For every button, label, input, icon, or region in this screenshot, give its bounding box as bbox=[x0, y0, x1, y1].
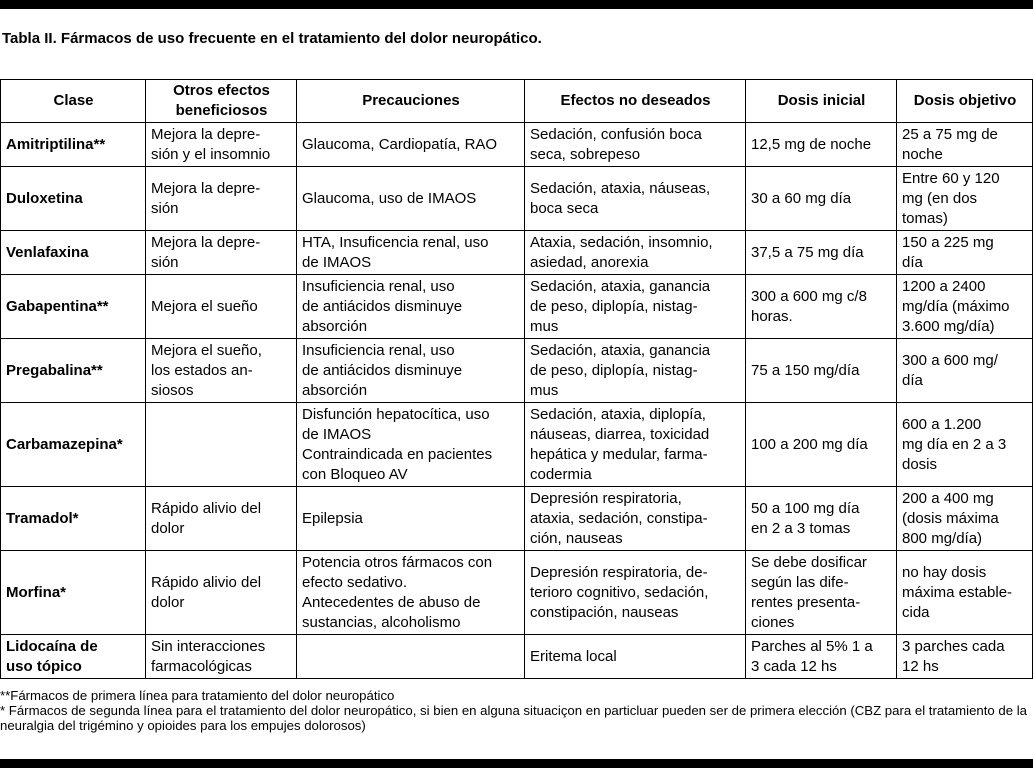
cell-clase: Amitriptilina** bbox=[1, 123, 146, 167]
cell-dosis-objetivo: 3 parches cada 12 hs bbox=[897, 635, 1033, 679]
table-row bbox=[1, 487, 1033, 551]
table-caption: Tabla II. Fármacos de uso frecuente en el tratamiento del dolor neuropático. bbox=[2, 30, 542, 47]
cell-efectos: Ataxia, sedación, insomnio, asiedad, anorexia bbox=[525, 231, 746, 275]
cell-efectos: Sedación, ataxia, diplopía, náuseas, diarrea, toxicidad hepática y medular, farma- codermia bbox=[525, 403, 746, 487]
cell-dosis-objetivo: 200 a 400 mg (dosis máxima 800 mg/día) bbox=[897, 487, 1033, 551]
cell-precauciones: Insuficiencia renal, uso de antiácidos disminuye absorción bbox=[297, 339, 525, 403]
cell-otros: Mejora la depre- sión y el insomnio bbox=[146, 123, 297, 167]
cell-dosis-objetivo: no hay dosis máxima estable- cida bbox=[897, 551, 1033, 635]
drug-table bbox=[0, 79, 1033, 679]
cell-otros: Sin interacciones farmacológicas bbox=[146, 635, 297, 679]
cell-otros: Mejora la depre- sión bbox=[146, 167, 297, 231]
cell-dosis-inicial: Se debe dosificar según las dife- rentes presenta- ciones bbox=[746, 551, 897, 635]
cell-precauciones: Epilepsia bbox=[297, 487, 525, 551]
cell-dosis-inicial: 50 a 100 mg día en 2 a 3 tomas bbox=[746, 487, 897, 551]
header-efectos-no-deseados: Efectos no deseados bbox=[525, 80, 746, 123]
table-row bbox=[1, 167, 1033, 231]
cell-clase: Venlafaxina bbox=[1, 231, 146, 275]
table-row bbox=[1, 339, 1033, 403]
cell-precauciones: Glaucoma, uso de IMAOS bbox=[297, 167, 525, 231]
table-row bbox=[1, 551, 1033, 635]
cell-otros: Mejora la depre- sión bbox=[146, 231, 297, 275]
table-row bbox=[1, 635, 1033, 679]
cell-dosis-objetivo: 25 a 75 mg de noche bbox=[897, 123, 1033, 167]
cell-clase: Pregabalina** bbox=[1, 339, 146, 403]
cell-otros: Mejora el sueño, los estados an- siosos bbox=[146, 339, 297, 403]
cell-clase: Duloxetina bbox=[1, 167, 146, 231]
cell-dosis-inicial: 100 a 200 mg día bbox=[746, 403, 897, 487]
table-row bbox=[1, 231, 1033, 275]
cell-efectos: Eritema local bbox=[525, 635, 746, 679]
cell-dosis-objetivo: 600 a 1.200 mg día en 2 a 3 dosis bbox=[897, 403, 1033, 487]
cell-otros: Rápido alivio del dolor bbox=[146, 551, 297, 635]
header-dosis-inicial: Dosis inicial bbox=[746, 80, 897, 123]
cell-precauciones: Insuficiencia renal, uso de antiácidos disminuye absorción bbox=[297, 275, 525, 339]
footnote-second-line: * Fármacos de segunda línea para el tratamiento del dolor neuropático, si bien en alguna situaciçon en particluar pueden ser de primera elección (CBZ para el tratamiento de la neuralgia del trigémino y opioides para los empujes dolorosos) bbox=[0, 703, 1028, 733]
cell-precauciones: Potencia otros fármacos con efecto sedativo. Antecedentes de abuso de sustancias, alcoholismo bbox=[297, 551, 525, 635]
header-otros-efectos: Otros efectos beneficiosos bbox=[146, 80, 297, 123]
cell-dosis-inicial: 12,5 mg de noche bbox=[746, 123, 897, 167]
table-row bbox=[1, 275, 1033, 339]
cell-dosis-inicial: Parches al 5% 1 a 3 cada 12 hs bbox=[746, 635, 897, 679]
cell-otros: Rápido alivio del dolor bbox=[146, 487, 297, 551]
footnote-first-line: **Fármacos de primera línea para tratamiento del dolor neuropático bbox=[0, 688, 395, 703]
header-row bbox=[1, 80, 1033, 123]
cell-dosis-objetivo: 1200 a 2400 mg/día (máximo 3.600 mg/día) bbox=[897, 275, 1033, 339]
cell-efectos: Sedación, ataxia, ganancia de peso, diplopía, nistag- mus bbox=[525, 339, 746, 403]
cell-dosis-objetivo: 150 a 225 mg día bbox=[897, 231, 1033, 275]
cell-otros bbox=[146, 403, 297, 487]
cell-efectos: Depresión respiratoria, de- terioro cognitivo, sedación, constipación, nauseas bbox=[525, 551, 746, 635]
header-precauciones: Precauciones bbox=[297, 80, 525, 123]
cell-precauciones: HTA, Insuficencia renal, uso de IMAOS bbox=[297, 231, 525, 275]
cell-precauciones bbox=[297, 635, 525, 679]
cell-dosis-objetivo: Entre 60 y 120 mg (en dos tomas) bbox=[897, 167, 1033, 231]
bottom-rule bbox=[0, 759, 1033, 768]
cell-clase: Gabapentina** bbox=[1, 275, 146, 339]
cell-efectos: Sedación, ataxia, náuseas, boca seca bbox=[525, 167, 746, 231]
header-clase: Clase bbox=[1, 80, 146, 123]
cell-dosis-inicial: 37,5 a 75 mg día bbox=[746, 231, 897, 275]
cell-efectos: Sedación, confusión boca seca, sobrepeso bbox=[525, 123, 746, 167]
cell-otros: Mejora el sueño bbox=[146, 275, 297, 339]
cell-dosis-inicial: 300 a 600 mg c/8 horas. bbox=[746, 275, 897, 339]
cell-efectos: Sedación, ataxia, ganancia de peso, diplopía, nistag- mus bbox=[525, 275, 746, 339]
cell-precauciones: Disfunción hepatocítica, uso de IMAOS Contraindicada en pacientes con Bloqueo AV bbox=[297, 403, 525, 487]
cell-clase: Tramadol* bbox=[1, 487, 146, 551]
table-row bbox=[1, 123, 1033, 167]
cell-precauciones: Glaucoma, Cardiopatía, RAO bbox=[297, 123, 525, 167]
header-dosis-objetivo: Dosis objetivo bbox=[897, 80, 1033, 123]
cell-dosis-inicial: 75 a 150 mg/día bbox=[746, 339, 897, 403]
cell-clase: Carbamazepina* bbox=[1, 403, 146, 487]
footnotes bbox=[0, 688, 1033, 733]
cell-clase: Lidocaína de uso tópico bbox=[1, 635, 146, 679]
cell-dosis-objetivo: 300 a 600 mg/ día bbox=[897, 339, 1033, 403]
top-rule bbox=[0, 0, 1033, 9]
table-row bbox=[1, 403, 1033, 487]
cell-efectos: Depresión respiratoria, ataxia, sedación, constipa- ción, nauseas bbox=[525, 487, 746, 551]
cell-dosis-inicial: 30 a 60 mg día bbox=[746, 167, 897, 231]
cell-clase: Morfina* bbox=[1, 551, 146, 635]
